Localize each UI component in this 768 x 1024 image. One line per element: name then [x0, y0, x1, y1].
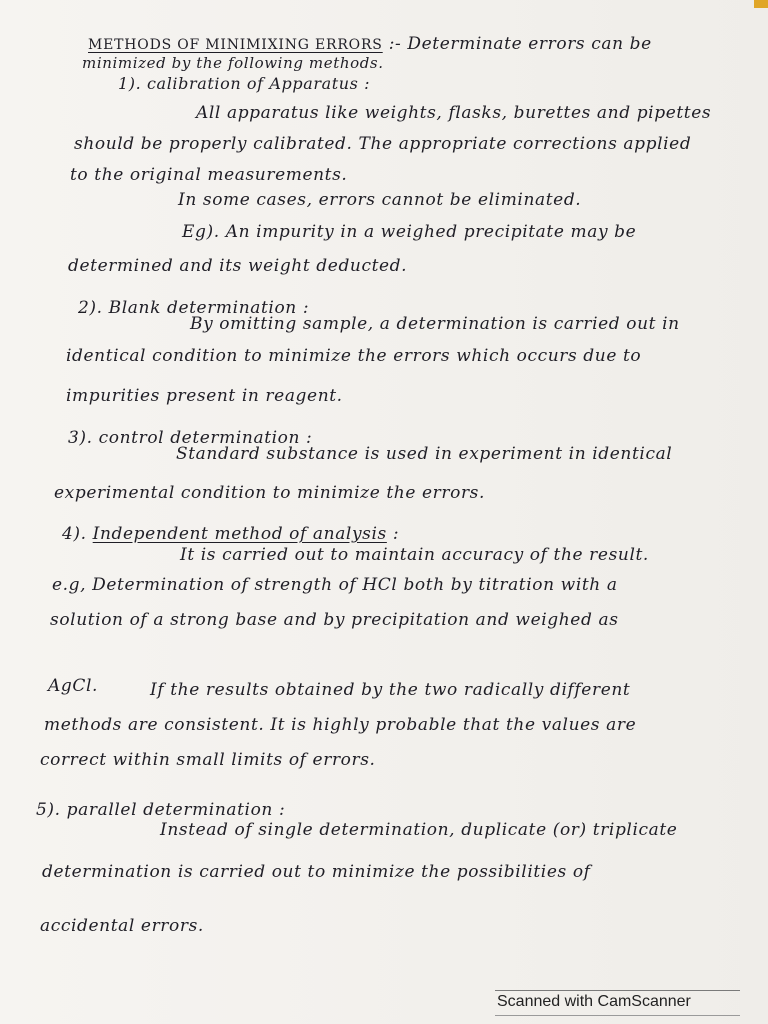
- section-2-line-1: By omitting sample, a determination is carried out in: [190, 314, 680, 334]
- section-3-line-2: experimental condition to minimize the errors.: [54, 483, 486, 503]
- section-4-colon: :: [392, 524, 400, 544]
- section-4-line-6: methods are consistent. It is highly probable that the values are: [44, 715, 637, 735]
- section-5-line-2: determination is carried out to minimize the possibilities of: [42, 862, 591, 882]
- header-line-1: [88, 34, 652, 54]
- section-4-line-7: correct within small limits of errors.: [40, 750, 376, 770]
- section-4-line-4: AgCl.: [48, 676, 99, 696]
- section-1-line-4: In some cases, errors cannot be eliminated.: [178, 190, 582, 210]
- scanner-watermark: Scanned with CamScanner: [497, 993, 691, 1010]
- section-4-title: Independent method of analysis: [92, 524, 387, 544]
- section-1-heading: 1). calibration of Apparatus :: [118, 74, 371, 93]
- section-4-line-1: It is carried out to maintain accuracy of the result.: [180, 545, 649, 565]
- scanner-divider-bottom: [495, 1015, 740, 1016]
- corner-tab: [754, 0, 768, 8]
- section-4-line-2: e.g, Determination of strength of HCl both by titration with a: [52, 575, 618, 595]
- page-title-rest: :- Determinate errors can be: [388, 34, 652, 54]
- section-4-heading: [62, 524, 399, 544]
- section-1-line-3: to the original measurements.: [70, 165, 348, 185]
- section-4-line-3: solution of a strong base and by precipitation and weighed as: [50, 610, 619, 630]
- header-line-2: minimized by the following methods.: [82, 54, 384, 72]
- section-4-number: 4).: [62, 524, 87, 544]
- section-3-heading: 3). control determination :: [68, 428, 313, 448]
- section-1-line-6: determined and its weight deducted.: [68, 256, 408, 276]
- section-5-heading: 5). parallel determination :: [36, 800, 286, 820]
- page-title: METHODS OF MINIMIXING ERRORS: [88, 37, 383, 53]
- section-1-line-2: should be properly calibrated. The appropriate corrections applied: [74, 134, 692, 154]
- section-5-line-1: Instead of single determination, duplicate (or) triplicate: [160, 820, 678, 840]
- section-2-line-3: impurities present in reagent.: [66, 386, 343, 406]
- section-4-line-5: If the results obtained by the two radically different: [150, 680, 631, 700]
- section-1-line-1: All apparatus like weights, flasks, burettes and pipettes: [196, 103, 712, 123]
- scanner-divider-top: [495, 990, 740, 991]
- section-2-line-2: identical condition to minimize the errors which occurs due to: [66, 346, 642, 366]
- section-2-heading: 2). Blank determination :: [78, 298, 310, 318]
- section-3-line-1: Standard substance is used in experiment in identical: [176, 444, 673, 464]
- section-1-line-5: Eg). An impurity in a weighed precipitate may be: [182, 222, 637, 242]
- section-5-line-3: accidental errors.: [40, 916, 204, 936]
